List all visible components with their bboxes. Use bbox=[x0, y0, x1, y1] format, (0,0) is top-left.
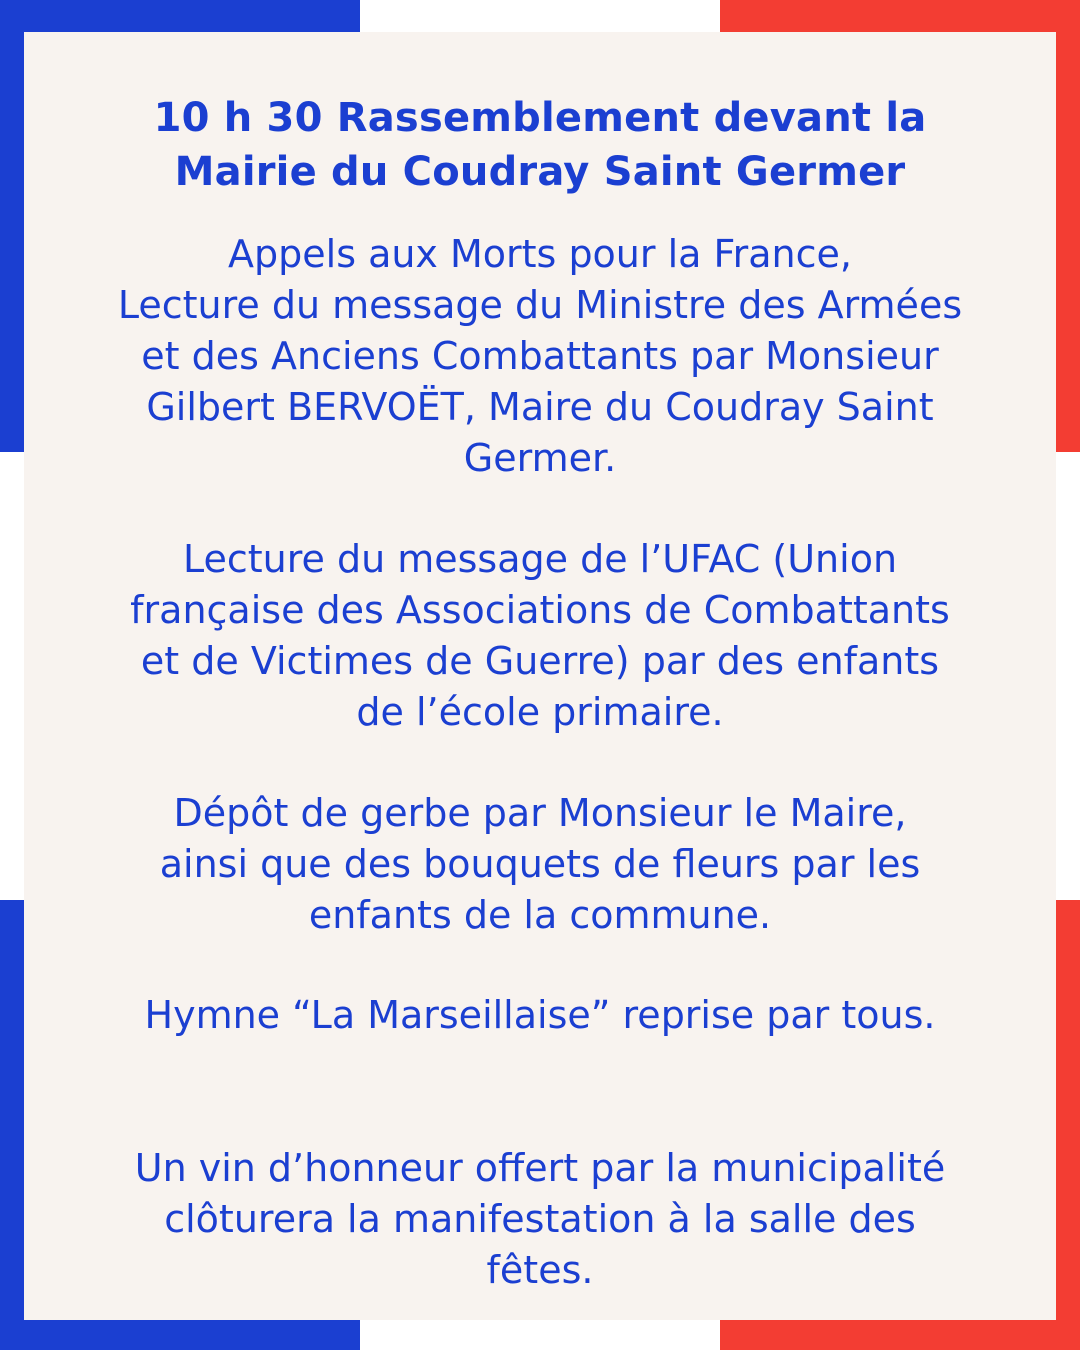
announcement-card bbox=[24, 32, 1056, 1320]
paragraph-reception: Un vin d’honneur offert par la municipalité clôturera la manifestation à la salle des fêtes. bbox=[134, 1146, 946, 1292]
paragraph-wreath-laying: Dépôt de gerbe par Monsieur le Maire, ainsi que des bouquets de fleurs par les enfants de la commune. bbox=[159, 791, 921, 937]
paragraph-anthem: Hymne “La Marseillaise” reprise par tous. bbox=[144, 993, 936, 1037]
event-title: 10 h 30 Rassemblement devant la Mairie du Coudray Saint Germer bbox=[153, 95, 927, 195]
paragraph-ceremony-reading: Appels aux Morts pour la France, Lecture du message du Ministre des Armées et des Anciens Combattants par Monsieur Gilbert BERVOËT, Maire du Coudray Saint Germer. bbox=[117, 232, 963, 480]
paragraph-ufac-message: Lecture du message de l’UFAC (Union française des Associations de Combattants et de Victimes de Guerre) par des enfants de l’école primaire. bbox=[130, 537, 950, 734]
